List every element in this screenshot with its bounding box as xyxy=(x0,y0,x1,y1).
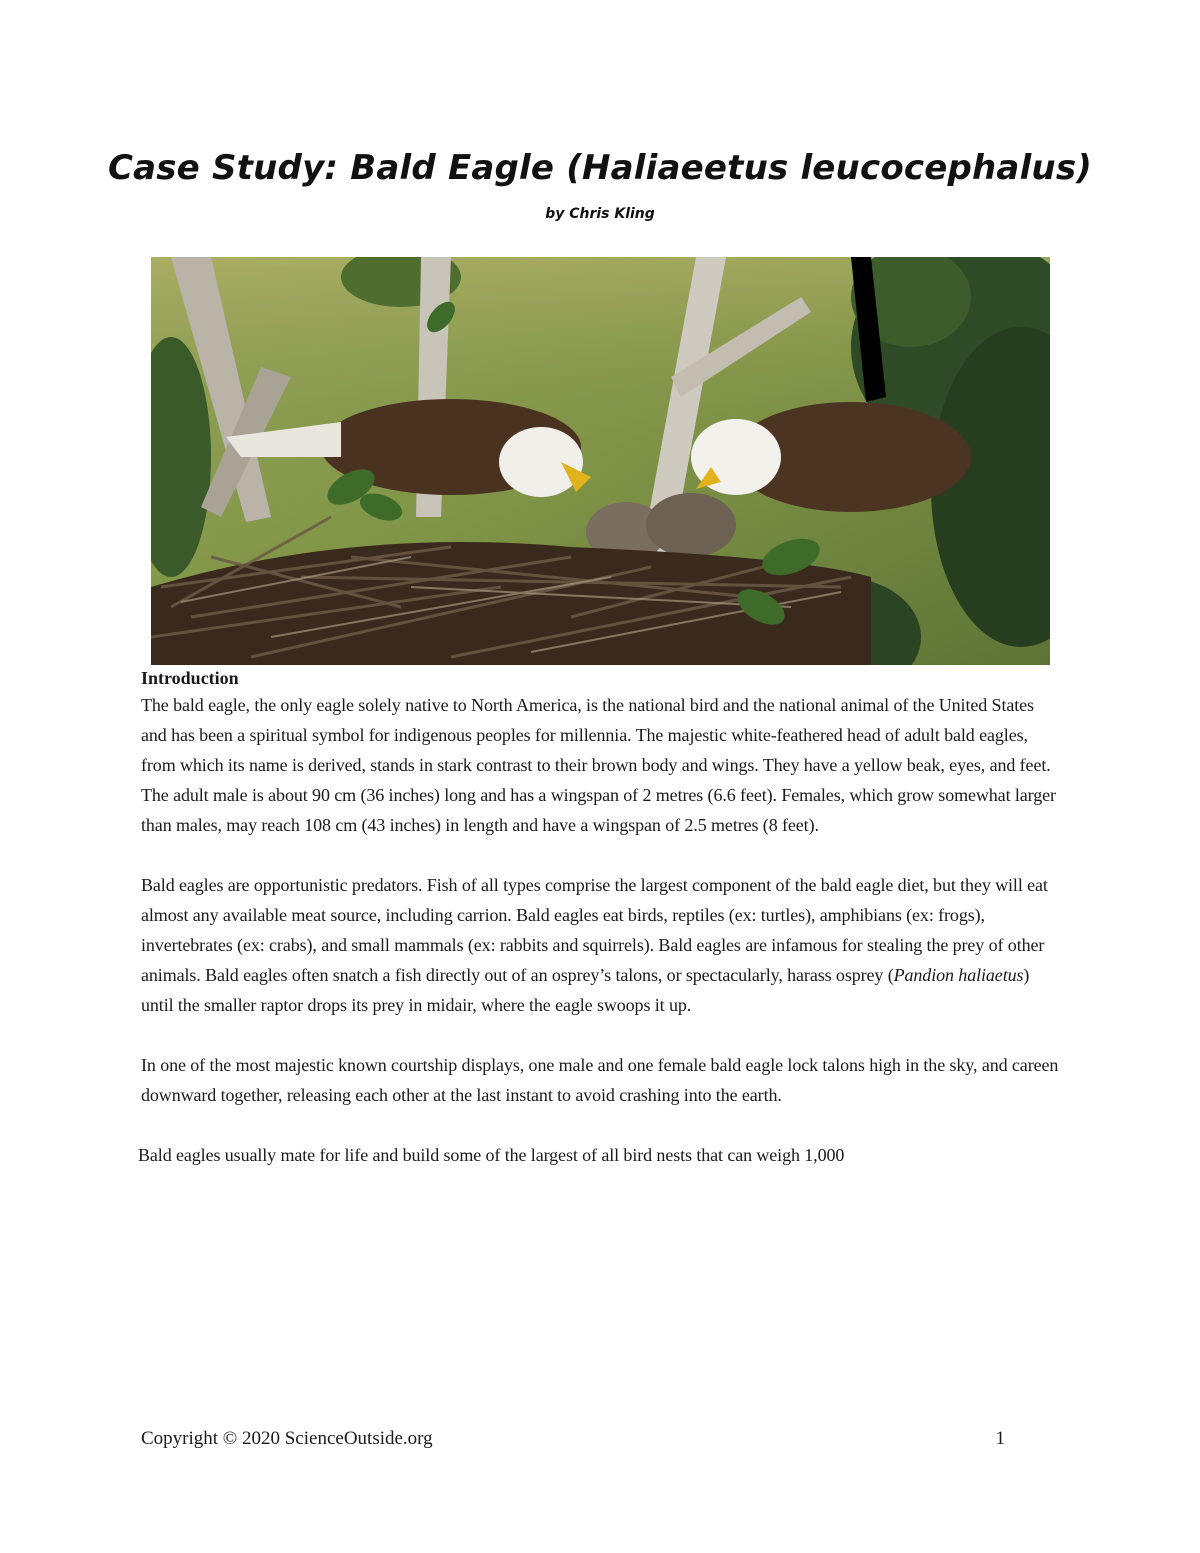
bald-eagles-nest-photo xyxy=(151,257,1050,665)
author-byline: by Chris Kling xyxy=(545,206,655,222)
species-name: Pandion haliaetus xyxy=(893,965,1024,985)
nest-illustration xyxy=(151,257,1050,665)
courtship-paragraph: In one of the most majestic known courtship displays, one male and one female bald eagle lock talons high in the sky, and careen downward together, releasing each other at the last instant to avoid crashing into the earth. xyxy=(141,1055,1059,1105)
diet-paragraph xyxy=(141,870,1061,1020)
nesting-paragraph: Bald eagles usually mate for life and build some of the largest of all bird nests that can weigh 1,000 xyxy=(138,1145,845,1165)
section-heading-introduction: Introduction xyxy=(141,668,239,688)
page-number: 1 xyxy=(995,1428,1005,1449)
diet-text-before: Bald eagles are opportunistic predators. Fish of all types comprise the largest component of the bald eagle diet, but they will eat almost any available meat source, including carrion. Bald eagles eat birds, reptiles (ex: turtles), amphibians (ex: frogs), invertebrates (ex: crabs), and small mammals (ex: rabbits and squirrels). Bald eagles are infamous for stealing the prey of other animals. Bald eagles often snatch a fish directly out of an osprey’s talons, or spectacularly, harass osprey ( xyxy=(141,875,1048,985)
intro-paragraph: The bald eagle, the only eagle solely native to North America, is the national bird and the national animal of the United States and has been a spiritual symbol for indigenous peoples for millennia. The majestic white-feathered head of adult bald eagles, from which its name is derived, stands in stark contrast to their brown body and wings. They have a yellow beak, eyes, and feet. The adult male is about 90 cm (36 inches) long and has a wingspan of 2 metres (6.6 feet). Females, which grow somewhat larger than males, may reach 108 cm (43 inches) in length and have a wingspan of 2.5 metres (8 feet). xyxy=(141,695,1056,835)
copyright-footer: Copyright © 2020 ScienceOutside.org xyxy=(141,1428,433,1449)
document-body xyxy=(138,666,1061,1200)
diet-text-after: ) until the smaller raptor drops its prey in midair, where the eagle swoops it up. xyxy=(141,965,1030,1015)
page-title: Case Study: Bald Eagle (Haliaeetus leucocephalus) xyxy=(107,148,1093,188)
